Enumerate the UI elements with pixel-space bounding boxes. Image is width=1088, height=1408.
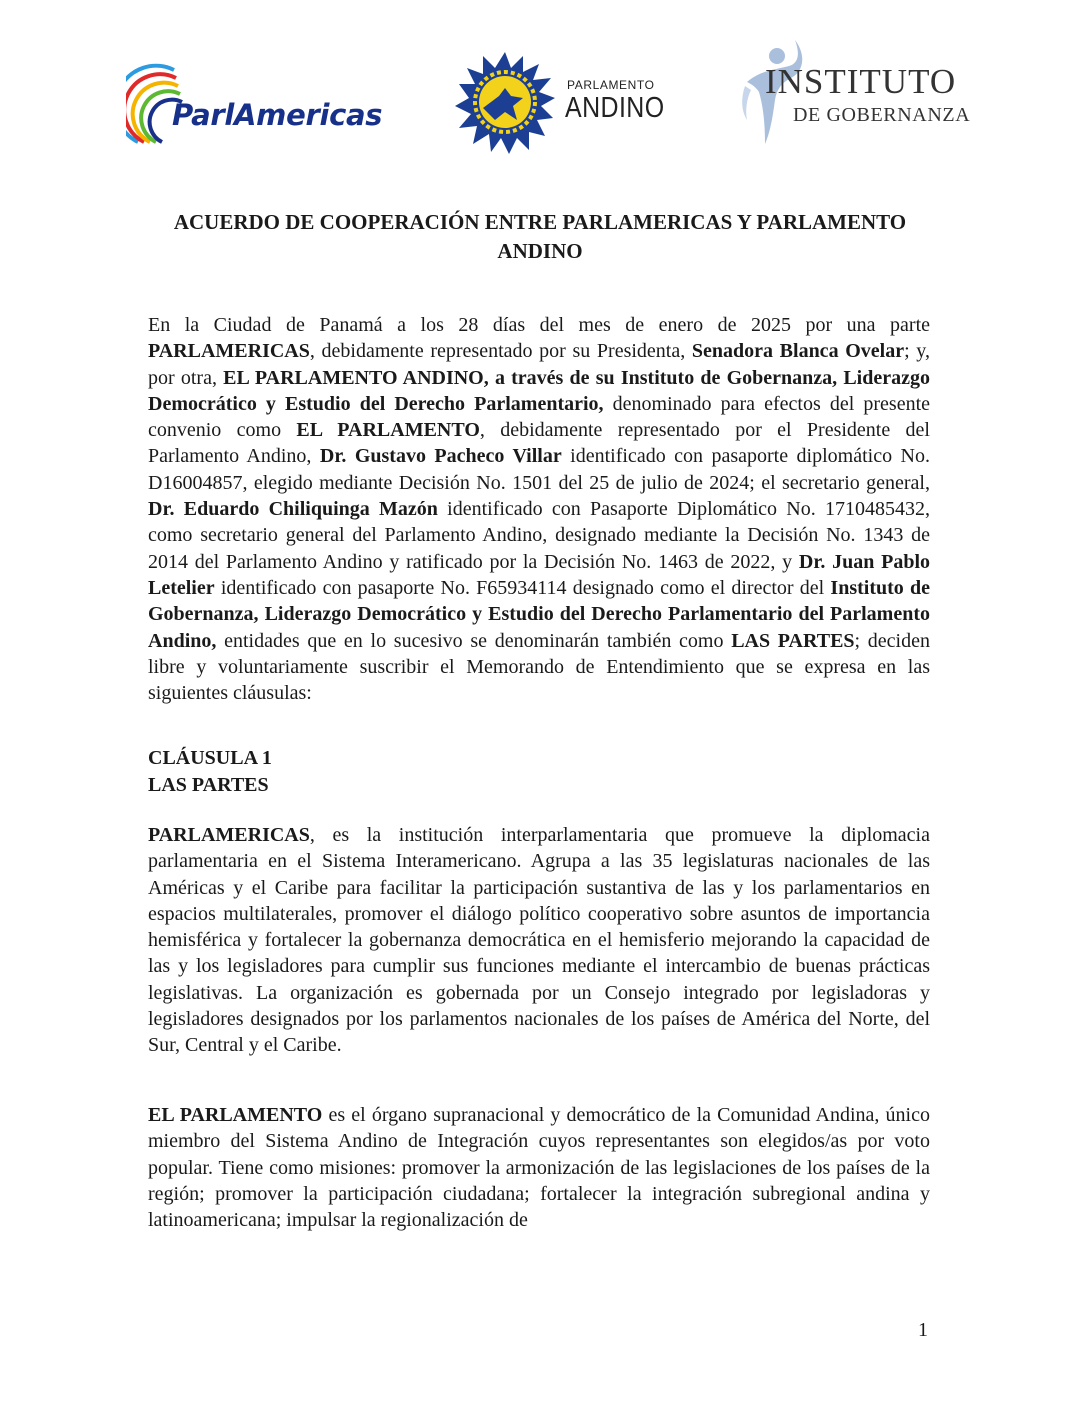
bold-text-run: PARLAMERICAS bbox=[148, 340, 310, 363]
text-run: , es la institución interparlamentaria que promueve la diplomacia parlamentaria en el Sistema Interamericano. Agrupa a las 35 legislaturas nacionales de las Américas y el Caribe para facilitar la participación sustantiva de las y los parlamentarios en espacios multilaterales, promover el diálogo político cooperativo sobre asuntos de importancia hemisférica y fortalecer la gobernanza democrática en el hemisferio mejorando la capacidad de las y los legisladores para cumplir sus funciones mediante el intercambio de buenas prácticas legislativas. La organización es gobernada por un Consejo integrado por legisladoras y legisladores designados por los parlamentos nacionales de los países de América del Norte, del Sur, Central y el Caribe. bbox=[148, 824, 930, 1057]
text-run: identificado con pasaporte diplomático No. D16004857, elegido mediante Decisión No. 1501 del 25 de julio de 2024; el secretario general, bbox=[148, 445, 930, 494]
text-run: ; deciden libre y voluntariamente suscribir el Memorando de Entendimiento que se expresa en las siguientes cláusulas: bbox=[148, 629, 930, 705]
parlamericas-wordmark: ParlAmericas bbox=[172, 98, 383, 132]
clause-title: LAS PARTES bbox=[148, 774, 269, 796]
bold-text-run: EL PARLAMENTO bbox=[148, 1104, 323, 1126]
bold-text-run: Dr. Gustavo Pacheco Villar bbox=[319, 445, 562, 468]
text-run: ; y, por otra, bbox=[148, 340, 931, 389]
page-number: 1 bbox=[918, 1319, 928, 1341]
text-run: , debidamente representado por el Presidente del Parlamento Andino, bbox=[148, 419, 930, 468]
text-run: entidades que en lo sucesivo se denominarán también como bbox=[216, 629, 732, 652]
document-title bbox=[140, 208, 940, 266]
text-run: identificado con Pasaporte Diplomático No. 1710485432, como secretario general del Parlamento Andino, designado mediante la Decisión No. 1343 de 2014 del Parlamento Andino y ratificado por la Decisión No. 1463 de 2022, y bbox=[148, 498, 931, 573]
parlamento-paragraph bbox=[148, 1102, 930, 1233]
title-line-1: ACUERDO DE COOPERACIÓN ENTRE PARLAMERICAS Y PARLAMENTO bbox=[173, 210, 907, 234]
bold-text-run: Dr. Eduardo Chiliquinga Mazón bbox=[148, 498, 438, 521]
instituto-logo-line2: DE GOBERNANZA bbox=[793, 104, 971, 126]
bold-text-run: Instituto de Gobernanza, Liderazgo Democrático y Estudio del Derecho Parlamentario del Parlamento Andino, bbox=[148, 576, 930, 652]
andino-logo-big-text: ANDINO bbox=[565, 92, 665, 124]
text-run: denominado para efectos del presente convenio como bbox=[148, 392, 931, 442]
intro-paragraph bbox=[148, 312, 930, 706]
bold-text-run: EL PARLAMENTO bbox=[296, 419, 480, 442]
clause-number: CLÁUSULA 1 bbox=[148, 747, 272, 769]
bold-text-run: LAS PARTES bbox=[731, 629, 855, 652]
instituto-gobernanza-logo bbox=[735, 26, 971, 156]
bold-text-run: Dr. Juan Pablo Letelier bbox=[148, 550, 930, 599]
parlamento-andino-logo bbox=[455, 50, 675, 160]
instituto-logo-line1: INSTITUTO bbox=[765, 62, 957, 101]
text-run: En la Ciudad de Panamá a los 28 días del mes de enero de 2025 por una parte bbox=[148, 314, 930, 336]
header-logos bbox=[0, 40, 1088, 170]
clause-1-heading bbox=[148, 745, 272, 799]
title-line-2: ANDINO bbox=[497, 239, 583, 263]
bold-text-run: Senadora Blanca Ovelar bbox=[691, 340, 905, 363]
andino-logo-small-text: PARLAMENTO bbox=[567, 78, 655, 92]
text-run: es el órgano supranacional y democrático de la Comunidad Andina, único miembro del Sistema Andino de Integración cuyos representantes son elegidos/as por voto popular. Tiene como misiones: promover la armonización de las legislaciones de los países de la región; promover la participación ciudadana; fortalecer la integración subregional andina y latinoamericana; impulsar la regionalización de bbox=[148, 1104, 930, 1232]
text-run: , debidamente representado por su Presidenta, bbox=[309, 340, 692, 363]
parlamericas-logo bbox=[126, 62, 426, 152]
andino-sun-icon bbox=[455, 50, 565, 160]
bold-text-run: PARLAMERICAS bbox=[148, 824, 310, 846]
text-run: identificado con pasaporte No. F65934114 designado como el director del bbox=[214, 576, 831, 599]
parlamericas-paragraph bbox=[148, 822, 930, 1059]
bold-text-run: EL PARLAMENTO ANDINO, a través de su Instituto de Gobernanza, Liderazgo Democrático y Estudio del Derecho Parlamentario, bbox=[148, 366, 930, 415]
